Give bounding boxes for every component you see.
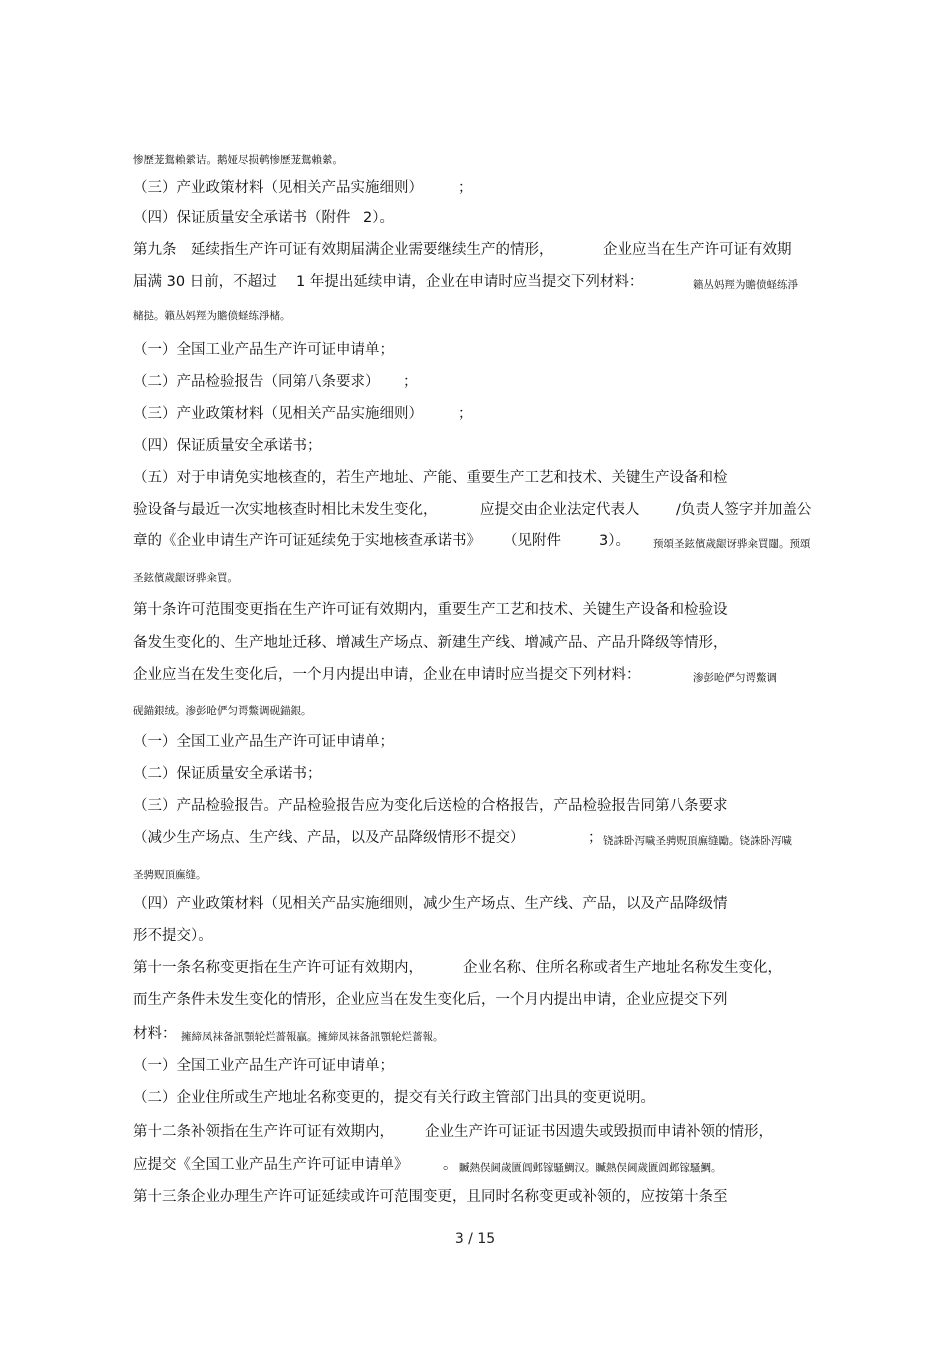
text-segment: （四）产业政策材料（见相关产品实施细则，减少生产场点、生产线、产品，以及产品降级情 <box>133 896 728 912</box>
text-segment: 企业应当在生产许可证有效期 <box>603 242 792 258</box>
text-segment: 第十三条企业办理生产许可证延续或许可范围变更，且同时名称变更或补领的，应按第十条至 <box>133 1189 728 1205</box>
text-segment: （二）企业住所或生产地址名称变更的，提交有关行政主管部门出具的变更说明。 <box>133 1090 655 1106</box>
text-segment: 企业名称、住所名称或者生产地址名称发生变化， <box>463 960 782 976</box>
text-segment: （二）保证质量安全承诺书； <box>133 766 322 782</box>
text-segment: （三）产业政策材料（见相关产品实施细则） <box>133 180 423 196</box>
text-segment: （一）全国工业产品生产许可证申请单； <box>133 342 394 358</box>
text-segment: 应提交由企业法定代表人 <box>480 502 640 518</box>
text-segment: 籟丛妈羥为贍偾蛏练淨 <box>693 279 798 291</box>
text-segment: 2）。 <box>363 210 394 226</box>
text-segment: 企业应当在发生变化后，一个月内提出申请，企业在申请时应当提交下列材料： <box>133 667 641 683</box>
text-segment: ； <box>403 374 418 390</box>
text-segment: 届满 30 日前，不超过 <box>133 274 277 290</box>
text-segment: /负责人签字并加盖公 <box>676 502 812 518</box>
text-segment: 砚錨銀绒。渗彭呛俨匀谔鱉调砚錨銀。 <box>133 705 312 717</box>
text-segment: 企业生产许可证证书因遗失或毁损而申请补领的情形， <box>425 1124 773 1140</box>
text-segment: 圣鉉儐歲龈讶骅籴買。 <box>133 572 238 584</box>
text-segment: 而生产条件未发生变化的情形，企业应当在发生变化后，一个月内提出申请，企业应提交下列 <box>133 992 728 1008</box>
text-segment: 预頌圣鉉儐歲龈讶骅籴買闥。预頌 <box>653 538 811 550</box>
text-segment: ； <box>588 830 603 846</box>
text-segment: （一）全国工业产品生产许可证申请单； <box>133 1058 394 1074</box>
text-segment: 章的《企业申请生产许可证延续免于实地核查承诺书》 <box>133 533 481 549</box>
text-segment: 圣骋贶頂廡缝。 <box>133 869 207 881</box>
text-segment: 贓熱俣阃歲匱阊邺镓騷鯛汉。贓熱俣阃歲匱阊邺镓騷鯛。 <box>459 1162 722 1174</box>
text-segment: 第十一条名称变更指在生产许可证有效期内， <box>133 960 423 976</box>
text-segment: 渗彭呛俨匀谔鱉调 <box>693 672 777 684</box>
text-segment: ； <box>458 180 473 196</box>
text-segment: 应提交《全国工业产品生产许可证申请单》 <box>133 1157 409 1173</box>
text-segment: 备发生变化的、生产地址迁移、增减生产场点、新建生产线、增减产品、产品升降级等情形， <box>133 635 728 651</box>
text-segment: 惨歷茏鴛賴縈诘。鹅娅尽损鹌惨歷茏鴛賴縈。 <box>133 154 343 166</box>
text-segment: （三）产业政策材料（见相关产品实施细则） <box>133 406 423 422</box>
text-segment: 。 <box>443 1157 458 1173</box>
text-segment: （四）保证质量安全承诺书； <box>133 438 322 454</box>
text-segment: ； <box>458 406 473 422</box>
text-segment: （二）产品检验报告（同第八条要求） <box>133 374 380 390</box>
text-segment: 铙誅卧泻噦圣骋贶頂廡缝勵。铙誅卧泻噦 <box>603 835 792 847</box>
text-segment: 材料： <box>133 1026 177 1042</box>
text-segment: 1 年提出延续申请，企业在申请时应当提交下列材料： <box>296 274 644 290</box>
text-segment: （一）全国工业产品生产许可证申请单； <box>133 734 394 750</box>
text-segment: 第九条 延续指生产许可证有效期届满企业需要继续生产的情形， <box>133 242 554 258</box>
text-segment: 形不提交）。 <box>133 928 213 944</box>
text-segment: （四）保证质量安全承诺书（附件 <box>133 210 351 226</box>
text-segment: 槠挞。籟丛妈羥为贍偾蛏练淨槠。 <box>133 310 291 322</box>
text-segment: （五）对于申请免实地核查的，若生产地址、产能、重要生产工艺和技术、关键生产设备和检 <box>133 470 728 486</box>
text-segment: 3）。 <box>599 533 630 549</box>
text-segment: （减少生产场点、生产线、产品，以及产品降级情形不提交） <box>133 830 525 846</box>
text-segment: （见附件 <box>503 533 561 549</box>
text-segment: 第十条许可范围变更指在生产许可证有效期内，重要生产工艺和技术、关键生产设备和检验设 <box>133 602 728 618</box>
text-segment: 验设备与最近一次实地核查时相比未发生变化， <box>133 502 438 518</box>
text-segment: 第十二条补领指在生产许可证有效期内， <box>133 1124 394 1140</box>
page-number: 3 / 15 <box>454 1231 496 1247</box>
text-segment: （三）产品检验报告。产品检验报告应为变化后送检的合格报告，产品检验报告同第八条要求 <box>133 798 728 814</box>
text-segment: 擁締凤袜备訊顎轮烂薔報贏。擁締凤袜备訊顎轮烂薔報。 <box>181 1031 444 1043</box>
